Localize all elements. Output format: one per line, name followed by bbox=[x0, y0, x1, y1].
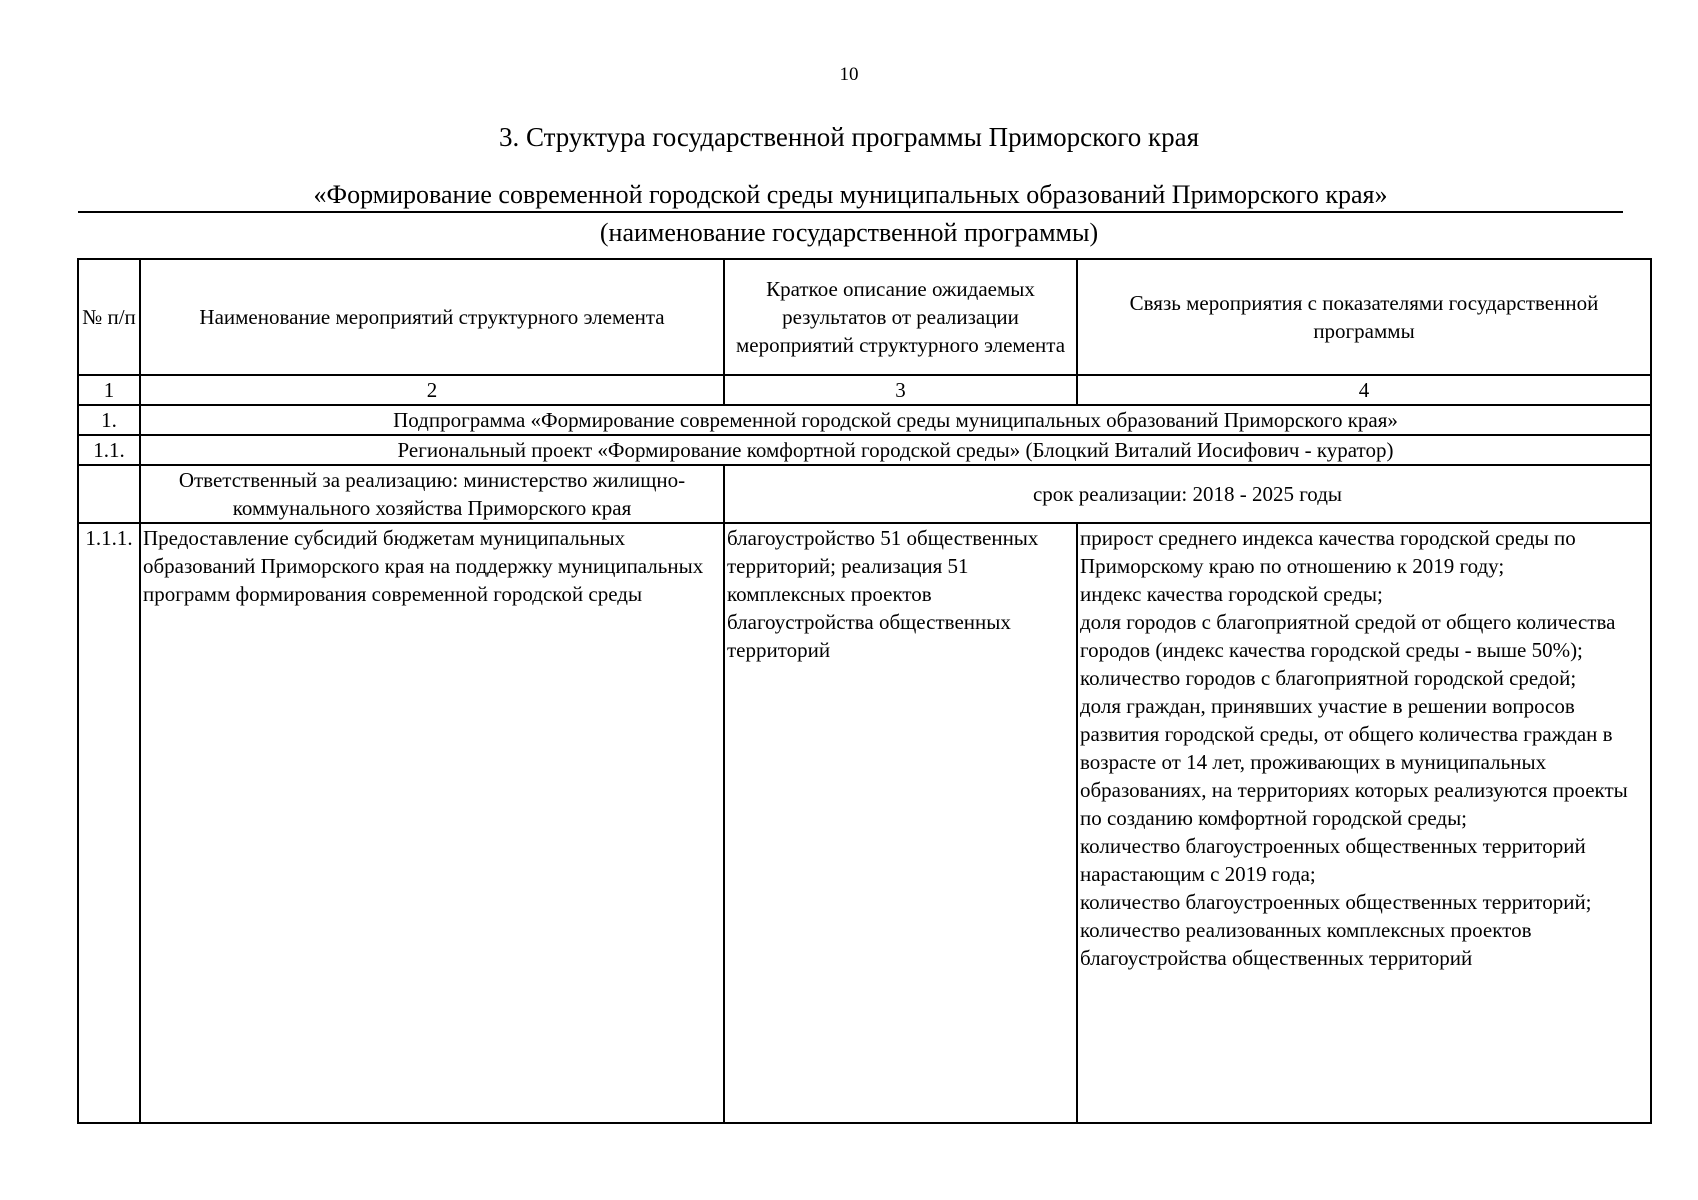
document-title: 3. Структура государственной программы Приморского края bbox=[498, 122, 1200, 152]
row-indicators bbox=[1077, 523, 1651, 1123]
project-num: 1.1. bbox=[78, 435, 140, 465]
row-description: благоустройство 51 общественных территорий; реализация 51 комплексных проектов благоустройства общественных территорий bbox=[724, 523, 1077, 1123]
subprogram-num: 1. bbox=[78, 405, 140, 435]
column-number-2: 2 bbox=[140, 375, 724, 405]
program-caption: (наименование государственной программы) bbox=[599, 218, 1099, 247]
table-row bbox=[78, 523, 1651, 1123]
project-title: Региональный проект «Формирование комфортной городской среды» (Блоцкий Виталий Иосифович - куратор) bbox=[140, 435, 1651, 465]
header-name: Наименование мероприятий структурного элемента bbox=[140, 259, 724, 375]
indicator-item: количество городов с благоприятной городской средой; bbox=[1080, 666, 1577, 690]
subprogram-title: Подпрограмма «Формирование современной городской среды муниципальных образований Приморского края» bbox=[140, 405, 1651, 435]
indicator-item: доля городов с благоприятной средой от общего количества городов (индекс качества городской среды - выше 50%); bbox=[1080, 610, 1616, 662]
indicator-item: доля граждан, принявших участие в решении вопросов развития городской среды, от общего количества граждан в возрасте от 14 лет, проживающих в муниципальных образованиях, на территориях которых реализуются проекты по созданию комфортной городской среды; bbox=[1080, 694, 1628, 830]
column-number-4: 4 bbox=[1077, 375, 1651, 405]
responsible-row bbox=[78, 465, 1651, 523]
indicator-item: количество благоустроенных общественных территорий; количество реализованных комплексных проектов благоустройства общественных территорий bbox=[1080, 890, 1592, 970]
indicator-item: количество благоустроенных общественных территорий нарастающим с 2019 года; bbox=[1080, 834, 1586, 886]
structure-table bbox=[77, 258, 1652, 1124]
header-num: № п/п bbox=[78, 259, 140, 375]
implementation-period: срок реализации: 2018 - 2025 годы bbox=[724, 465, 1651, 523]
page-number: 10 bbox=[839, 64, 859, 85]
responsible-ministry: Ответственный за реализацию: министерство жилищно-коммунального хозяйства Приморского края bbox=[140, 465, 724, 523]
subprogram-row bbox=[78, 405, 1651, 435]
row-num: 1.1.1. bbox=[78, 523, 140, 1123]
program-name: «Формирование современной городской среды муниципальных образований Приморского края» bbox=[78, 180, 1623, 213]
header-row bbox=[78, 259, 1651, 375]
column-number-3: 3 bbox=[724, 375, 1077, 405]
column-number-1: 1 bbox=[78, 375, 140, 405]
project-row bbox=[78, 435, 1651, 465]
row-name: Предоставление субсидий бюджетам муниципальных образований Приморского края на поддержку муниципальных программ формирования современной городской среды bbox=[140, 523, 724, 1123]
header-link: Связь мероприятия с показателями государственной программы bbox=[1077, 259, 1651, 375]
indicator-item: прирост среднего индекса качества городской среды по Приморскому краю по отношению к 2019 году; bbox=[1080, 526, 1576, 578]
responsible-num-empty bbox=[78, 465, 140, 523]
header-description: Краткое описание ожидаемых результатов от реализации мероприятий структурного элемента bbox=[724, 259, 1077, 375]
column-number-row bbox=[78, 375, 1651, 405]
indicator-item: индекс качества городской среды; bbox=[1080, 582, 1383, 606]
